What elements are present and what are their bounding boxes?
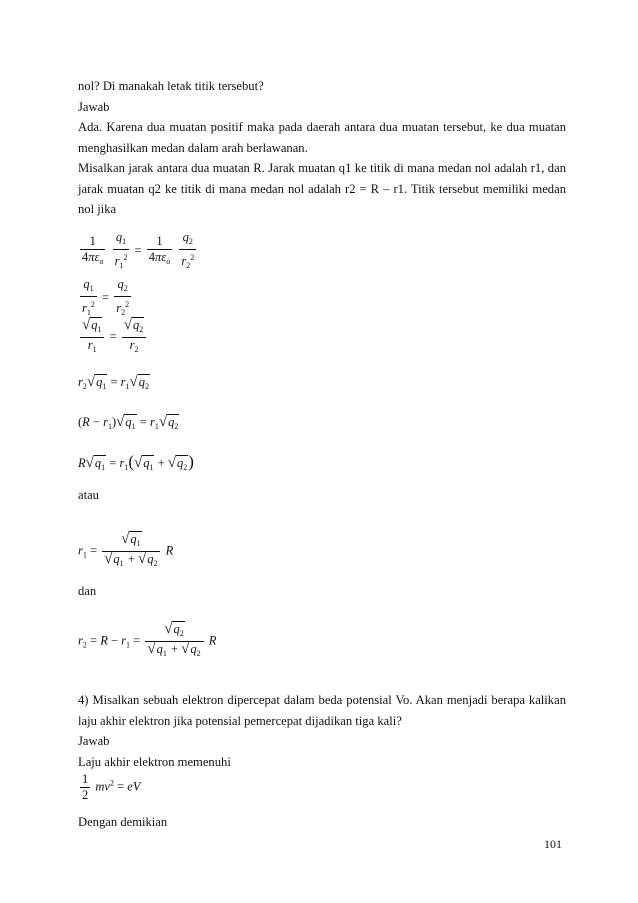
paragraph-setup: Misalkan jarak antara dua muatan R. Jarak muatan q1 ke titik di mana medan nol adalah r1, dan jarak muatan q2 ke titik di mana medan nol adalah r2 = R – r1. Titik tersebut memiliki medan nol jika (78, 161, 566, 216)
word-atau: atau (78, 488, 99, 502)
body-text-top (78, 76, 566, 220)
equation-ratio-sqrt: $\frac{√q_1}{r_1}$ = $\frac{√q_2}{r_2}$ (78, 318, 148, 357)
paragraph-explanation: Ada. Karena dua muatan positif maka pada daerah antara dua muatan tersebut, ke dua muatan menghasilkan medan dalam arah berlawanan. (78, 120, 566, 155)
equation-field-balance: $\frac{1}{4\pi\varepsilon_o}$ $\frac{q_1}{r_1^2}$ = $\frac{1}{4\pi\varepsilon_o}$ $\frac{q_2}{r_2^2}$ (82, 230, 195, 270)
question-continuation: nol? Di manakah letak titik tersebut? (78, 79, 264, 93)
word-dan: dan (78, 584, 97, 598)
answer-label-2: Jawab (78, 734, 110, 748)
equation-factor: $R√q_1 = r_1(√q_1 + √q_2)$ (78, 452, 194, 472)
body-text-bottom (78, 690, 566, 772)
equation-substitute: $(R - r_1)√q_1 = r_1√q_2$ (78, 414, 179, 431)
equation-r1-solution: $r_1$ = $\frac{√q_1}{√q_1 + √q_2}$ R (78, 531, 174, 568)
equation-r2-solution: $r_2 = R - r_1$ = $\frac{√q_2}{√q_1 + √q_2}$ R (78, 621, 217, 658)
question-4: 4) Misalkan sebuah elektron dipercepat dalam beda potensial Vo. Akan menjadi berapa kalikan laju akhir elektron jika potensial pemercepat dijadikan tiga kali? (78, 693, 566, 728)
paragraph-final-speed: Laju akhir elektron memenuhi (78, 754, 231, 769)
equation-ratio-squared: $\frac{q_1}{r_1^2}$ = $\frac{q_2}{r_2^2}$ (82, 277, 130, 317)
equation-cross-multiply: $r_2√q_1 = r_1√q_2$ (78, 374, 150, 391)
equation-kinetic-energy: $\frac{1}{2}$ $mv^2$ = eV (82, 772, 141, 802)
answer-label: Jawab (78, 99, 110, 114)
paragraph-therefore: Dengan demikian (78, 815, 168, 829)
page-number: 101 (544, 837, 562, 851)
